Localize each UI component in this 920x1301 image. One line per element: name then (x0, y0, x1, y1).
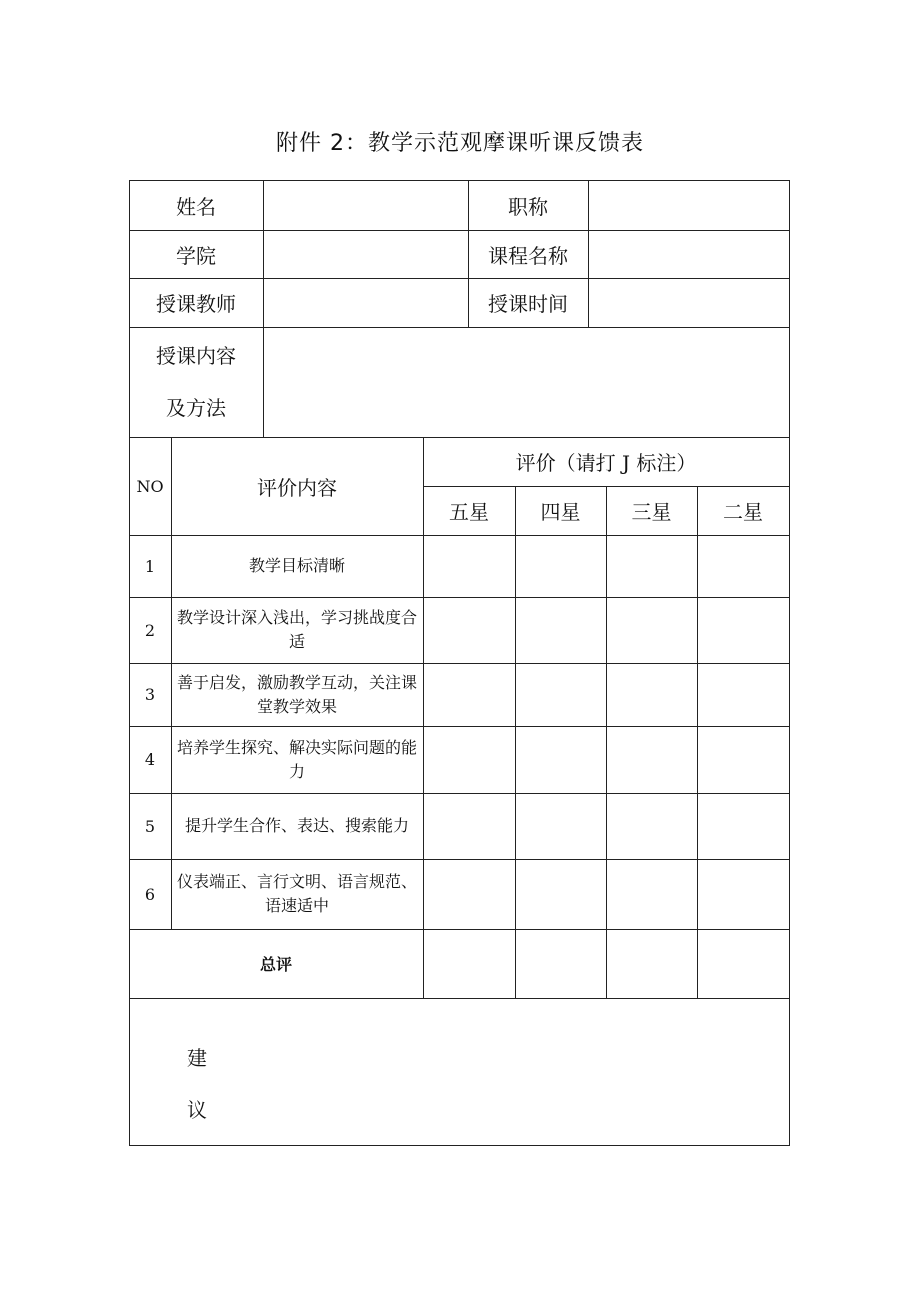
item-text: 仪表端正、言行文明、语言规范、语速适中 (176, 872, 417, 915)
rating-cell[interactable] (697, 859, 789, 929)
rating-cell[interactable] (697, 793, 789, 859)
rating-cell[interactable] (606, 859, 697, 929)
rating-cell[interactable] (423, 929, 515, 998)
rating-cell[interactable] (606, 726, 697, 793)
course-field[interactable] (588, 230, 789, 278)
title-label: 职称 (508, 194, 548, 219)
time-field[interactable] (588, 278, 789, 327)
rating-cell[interactable] (423, 859, 515, 929)
no-header: NO (136, 476, 164, 496)
star-4-header: 四星 (540, 500, 581, 524)
time-label: 授课时间 (488, 292, 568, 316)
suggestion-char-2: 议 (187, 1098, 207, 1122)
star-5-header: 五星 (449, 500, 489, 524)
item-no: 1 (144, 556, 156, 576)
rating-cell[interactable] (515, 793, 606, 859)
eval-content-header: 评价内容 (257, 475, 337, 500)
course-label: 课程名称 (488, 243, 568, 268)
item-text: 培养学生探究、解决实际问题的能力 (176, 737, 417, 781)
rating-cell[interactable] (606, 929, 697, 998)
star-2-header: 二星 (723, 500, 763, 524)
item-text: 善于启发，激励教学互动，关注课堂教学效果 (176, 672, 417, 716)
teacher-label: 授课教师 (156, 292, 236, 316)
rating-cell[interactable] (515, 535, 606, 597)
rating-cell[interactable] (423, 793, 515, 859)
rating-cell[interactable] (423, 597, 515, 663)
item-text: 教学目标清晰 (248, 556, 345, 575)
rating-header: 评价（请打 J 标注） (515, 451, 697, 475)
rating-cell[interactable] (423, 663, 515, 726)
rating-cell[interactable] (697, 726, 789, 793)
rating-cell[interactable] (697, 597, 789, 663)
star-3-header: 三星 (631, 500, 672, 524)
content-label-line1: 授课内容 (156, 344, 236, 368)
rating-cell[interactable] (515, 726, 606, 793)
rating-cell[interactable] (606, 663, 697, 726)
rating-cell[interactable] (606, 793, 697, 859)
rating-cell[interactable] (515, 663, 606, 726)
teacher-field[interactable] (263, 278, 468, 327)
rating-cell[interactable] (515, 929, 606, 998)
rating-cell[interactable] (423, 726, 515, 793)
title-text: 教学示范观摩课听课反馈表 (367, 131, 644, 156)
suggestion-label (187, 1032, 207, 1136)
rating-cell[interactable] (606, 535, 697, 597)
rating-cell[interactable] (606, 597, 697, 663)
rating-cell[interactable] (697, 663, 789, 726)
content-label (129, 327, 263, 437)
item-no: 3 (144, 685, 156, 704)
name-label: 姓名 (176, 194, 216, 219)
college-label: 学院 (176, 243, 216, 268)
feedback-table (129, 180, 790, 1146)
suggestion-char-1: 建 (187, 1046, 207, 1070)
item-no: 4 (144, 750, 156, 769)
rating-cell[interactable] (515, 597, 606, 663)
college-field[interactable] (263, 230, 468, 278)
item-no: 2 (144, 620, 156, 640)
suggestion-field[interactable] (129, 998, 789, 1145)
item-text: 提升学生合作、表达、搜索能力 (184, 816, 409, 835)
item-no: 5 (144, 816, 156, 836)
summary-label: 总评 (259, 955, 292, 974)
rating-cell[interactable] (697, 535, 789, 597)
rating-cell[interactable] (423, 535, 515, 597)
item-no: 6 (144, 884, 156, 904)
item-text: 教学设计深入浅出，学习挑战度合适 (176, 608, 417, 651)
content-label-line2: 及方法 (166, 396, 226, 420)
form-title (0, 126, 920, 157)
name-field[interactable] (263, 180, 468, 230)
rating-cell[interactable] (515, 859, 606, 929)
content-field[interactable] (263, 327, 789, 437)
rating-cell[interactable] (697, 929, 789, 998)
title-prefix: 附件 2： (275, 131, 368, 156)
title-field[interactable] (588, 180, 789, 230)
